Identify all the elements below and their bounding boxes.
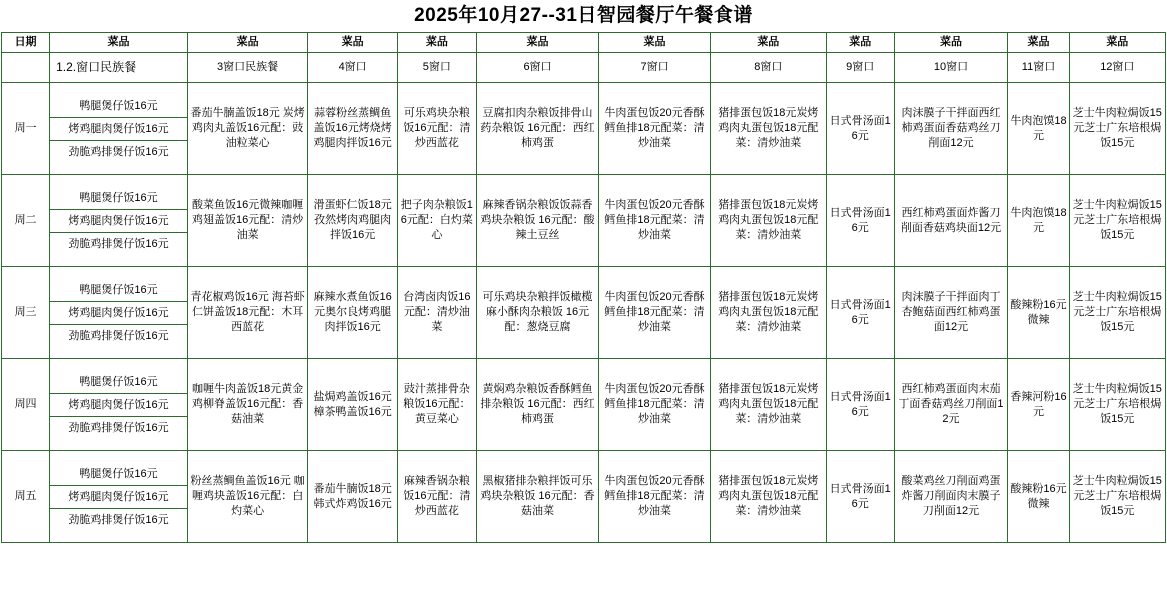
- menu-line: 鸭腿煲仔饭16元: [50, 95, 187, 118]
- menu-cell-window10: 西红柿鸡蛋面炸酱刀削面香菇鸡块面12元: [894, 175, 1008, 267]
- window-row: [2, 53, 1166, 83]
- header-dish-11: 菜品: [1069, 33, 1165, 53]
- menu-cell-window4: 麻辣水煮鱼饭16元奥尔良烤鸡腿肉拌饭16元: [308, 267, 398, 359]
- window-label-4: 5窗口: [397, 53, 476, 83]
- window-label-3: 4窗口: [308, 53, 398, 83]
- menu-cell-window11: 牛肉泡馍18元: [1008, 175, 1069, 267]
- menu-line: 烤鸡腿肉煲仔饭16元: [50, 486, 187, 509]
- menu-cell-window11: 牛肉泡馍18元: [1008, 83, 1069, 175]
- menu-line: 鸭腿煲仔饭16元: [50, 371, 187, 394]
- table-header-row: [2, 33, 1166, 53]
- menu-cell-window10: 西红柿鸡蛋面肉末茄丁面香菇鸡丝刀削面12元: [894, 359, 1008, 451]
- menu-cell-window3: 咖喱牛肉盖饭18元黄金鸡柳脊盖饭16元配：香菇油菜: [187, 359, 307, 451]
- menu-line: 鸭腿煲仔饭16元: [50, 279, 187, 302]
- menu-cell-window11: 酸辣粉16元微辣: [1008, 451, 1069, 543]
- menu-line: 劲脆鸡排煲仔饭16元: [68, 513, 169, 526]
- window-label-10: 11窗口: [1008, 53, 1069, 83]
- menu-cell-window12: 芝士牛肉粒焗饭15元芝士广东培根焗饭15元: [1069, 175, 1165, 267]
- menu-cell-window6: 黄焖鸡杂粮饭香酥鳕鱼排杂粮饭 16元配：西红柿鸡蛋: [476, 359, 599, 451]
- window-label-8: 9窗口: [826, 53, 894, 83]
- menu-line: 烤鸡腿肉煲仔饭16元: [50, 210, 187, 233]
- menu-line: 烤鸡腿肉煲仔饭16元: [50, 118, 187, 141]
- menu-line: 劲脆鸡排煲仔饭16元: [68, 421, 169, 434]
- day-label: 周三: [2, 267, 50, 359]
- menu-cell-window9: 日式骨汤面16元: [826, 175, 894, 267]
- window-label-6: 7窗口: [599, 53, 711, 83]
- menu-line: 鸭腿煲仔饭16元: [50, 463, 187, 486]
- menu-cell-window10: 酸菜鸡丝刀削面鸡蛋炸酱刀削面肉末膜子刀削面12元: [894, 451, 1008, 543]
- header-dish-10: 菜品: [1008, 33, 1069, 53]
- day-label: 周一: [2, 83, 50, 175]
- menu-line: 劲脆鸡排煲仔饭16元: [68, 237, 169, 250]
- menu-cell-window10: 肉沫膜子干拌面肉丁杏鲍菇面西红柿鸡蛋面12元: [894, 267, 1008, 359]
- menu-line: 鸭腿煲仔饭16元: [50, 187, 187, 210]
- menu-cell-window5: 麻辣香锅杂粮饭16元配：清炒西蓝花: [397, 451, 476, 543]
- menu-cell-window7: 牛肉蛋包饭20元香酥鳕鱼排18元配菜：清炒油菜: [599, 359, 711, 451]
- table-row: [2, 359, 1166, 451]
- menu-cell-window3: 番茄牛腩盖饭18元 炭烤鸡肉丸盖饭16元配：豉油粒菜心: [187, 83, 307, 175]
- menu-cell-window5: 把子肉杂粮饭16元配：白灼菜心: [397, 175, 476, 267]
- page-title: 2025年10月27--31日智园餐厅午餐食谱: [414, 5, 753, 26]
- window-row-blank: [2, 53, 50, 83]
- window-label-1: 1.2.窗口民族餐: [50, 53, 188, 83]
- table-row: [2, 175, 1166, 267]
- header-dish-8: 菜品: [826, 33, 894, 53]
- window-label-11: 12窗口: [1069, 53, 1165, 83]
- menu-cell-window8: 猪排蛋包饭18元炭烤鸡肉丸蛋包饭18元配菜：清炒油菜: [710, 267, 826, 359]
- window-label-7: 8窗口: [710, 53, 826, 83]
- menu-cell-window1: [50, 451, 188, 543]
- menu-cell-window7: 牛肉蛋包饭20元香酥鳕鱼排18元配菜：清炒油菜: [599, 451, 711, 543]
- menu-cell-window9: 日式骨汤面16元: [826, 267, 894, 359]
- menu-cell-window5: 可乐鸡块杂粮饭16元配：清炒西蓝花: [397, 83, 476, 175]
- menu-cell-window4: 番茄牛腩饭18元韩式炸鸡饭16元: [308, 451, 398, 543]
- header-date: 日期: [2, 33, 50, 53]
- table-row: [2, 267, 1166, 359]
- header-dish-6: 菜品: [599, 33, 711, 53]
- menu-cell-window10: 肉沫膜子干拌面西红柿鸡蛋面香菇鸡丝刀削面12元: [894, 83, 1008, 175]
- menu-cell-window3: 青花椒鸡饭16元 海苔虾仁饼盖饭18元配：木耳西蓝花: [187, 267, 307, 359]
- menu-cell-window8: 猪排蛋包饭18元炭烤鸡肉丸蛋包饭18元配菜：清炒油菜: [710, 451, 826, 543]
- menu-cell-window12: 芝士牛肉粒焗饭15元芝士广东培根焗饭15元: [1069, 451, 1165, 543]
- menu-cell-window12: 芝士牛肉粒焗饭15元芝士广东培根焗饭15元: [1069, 83, 1165, 175]
- menu-cell-window9: 日式骨汤面16元: [826, 83, 894, 175]
- menu-cell-window1: [50, 175, 188, 267]
- menu-line: 劲脆鸡排煲仔饭16元: [68, 145, 169, 158]
- menu-cell-window3: 酸菜鱼饭16元微辣咖喱鸡翅盖饭16元配：清炒油菜: [187, 175, 307, 267]
- header-dish-2: 菜品: [187, 33, 307, 53]
- menu-cell-window6: 麻辣香锅杂粮饭饭蒜香鸡块杂粮饭 16元配：酸辣土豆丝: [476, 175, 599, 267]
- menu-cell-window4: 蒜蓉粉丝蒸鲷鱼盖饭16元烤烧烤鸡腿肉拌饭16元: [308, 83, 398, 175]
- header-dish-1: 菜品: [50, 33, 188, 53]
- menu-line: 烤鸡腿肉煲仔饭16元: [50, 302, 187, 325]
- menu-cell-window5: 台湾卤肉饭16元配：清炒油菜: [397, 267, 476, 359]
- menu-cell-window11: 香辣河粉16元: [1008, 359, 1069, 451]
- table-row: [2, 451, 1166, 543]
- header-dish-9: 菜品: [894, 33, 1008, 53]
- window-label-9: 10窗口: [894, 53, 1008, 83]
- menu-cell-window12: 芝士牛肉粒焗饭15元芝士广东培根焗饭15元: [1069, 267, 1165, 359]
- day-label: 周二: [2, 175, 50, 267]
- menu-cell-window5: 豉汁蒸排骨杂粮饭16元配：黄豆菜心: [397, 359, 476, 451]
- menu-cell-window7: 牛肉蛋包饭20元香酥鳕鱼排18元配菜：清炒油菜: [599, 175, 711, 267]
- day-label: 周四: [2, 359, 50, 451]
- day-label: 周五: [2, 451, 50, 543]
- table-row: [2, 83, 1166, 175]
- header-dish-5: 菜品: [476, 33, 599, 53]
- menu-cell-window1: [50, 267, 188, 359]
- window-label-5: 6窗口: [476, 53, 599, 83]
- menu-cell-window7: 牛肉蛋包饭20元香酥鳕鱼排18元配菜：清炒油菜: [599, 83, 711, 175]
- menu-cell-window8: 猪排蛋包饭18元炭烤鸡肉丸蛋包饭18元配菜：清炒油菜: [710, 359, 826, 451]
- window-label-2: 3窗口民族餐: [187, 53, 307, 83]
- menu-cell-window3: 粉丝蒸鲷鱼盖饭16元 咖喱鸡块盖饭16元配：白灼菜心: [187, 451, 307, 543]
- menu-line: 劲脆鸡排煲仔饭16元: [68, 329, 169, 342]
- menu-cell-window8: 猪排蛋包饭18元炭烤鸡肉丸蛋包饭18元配菜：清炒油菜: [710, 83, 826, 175]
- menu-cell-window12: 芝士牛肉粒焗饭15元芝士广东培根焗饭15元: [1069, 359, 1165, 451]
- menu-cell-window6: 豆腐扣肉杂粮饭排骨山药杂粮饭 16元配：西红柿鸡蛋: [476, 83, 599, 175]
- menu-line: 烤鸡腿肉煲仔饭16元: [50, 394, 187, 417]
- header-dish-3: 菜品: [308, 33, 398, 53]
- menu-cell-window6: 黑椒猪排杂粮拌饭可乐鸡块杂粮饭 16元配：香菇油菜: [476, 451, 599, 543]
- menu-cell-window9: 日式骨汤面16元: [826, 359, 894, 451]
- menu-cell-window4: 滑蛋虾仁饭18元孜然烤肉鸡腿肉拌饭16元: [308, 175, 398, 267]
- header-dish-4: 菜品: [397, 33, 476, 53]
- lunch-menu-table: [1, 32, 1166, 543]
- menu-cell-window4: 盐焗鸡盖饭16元樟茶鸭盖饭16元: [308, 359, 398, 451]
- header-dish-7: 菜品: [710, 33, 826, 53]
- menu-cell-window6: 可乐鸡块杂粮拌饭橄榄麻小酥肉杂粮饭 16元配：葱烧豆腐: [476, 267, 599, 359]
- menu-cell-window8: 猪排蛋包饭18元炭烤鸡肉丸蛋包饭18元配菜：清炒油菜: [710, 175, 826, 267]
- menu-cell-window7: 牛肉蛋包饭20元香酥鳕鱼排18元配菜：清炒油菜: [599, 267, 711, 359]
- menu-cell-window11: 酸辣粉16元微辣: [1008, 267, 1069, 359]
- menu-cell-window1: [50, 83, 188, 175]
- menu-cell-window9: 日式骨汤面16元: [826, 451, 894, 543]
- menu-cell-window1: [50, 359, 188, 451]
